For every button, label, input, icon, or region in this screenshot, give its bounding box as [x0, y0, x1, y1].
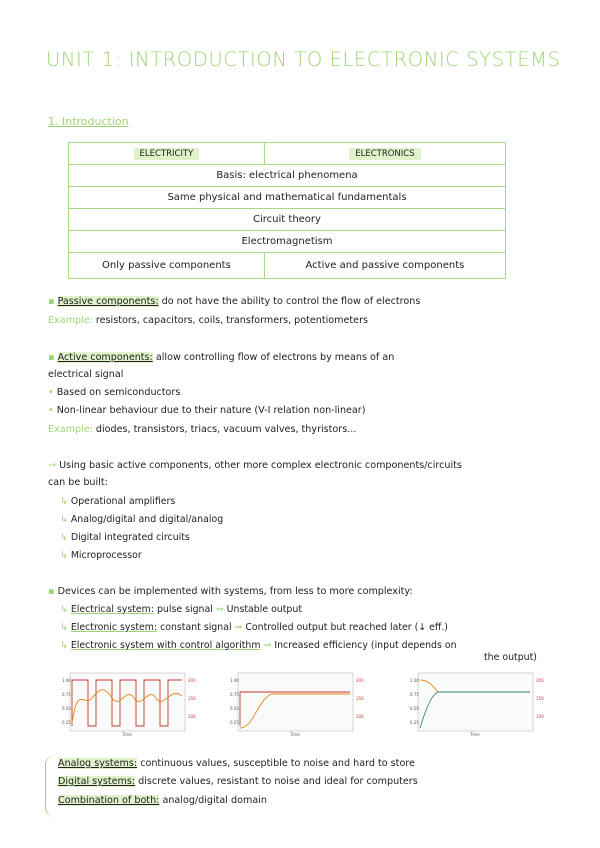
- summary-term: Digital systems:: [58, 776, 136, 787]
- x-label: Time: [290, 732, 300, 737]
- y2-tick: 100: [188, 714, 196, 719]
- implies-icon: ⇒: [234, 622, 243, 633]
- y-tick: 0.25: [230, 720, 239, 725]
- bullet-icon: ▪: [48, 586, 58, 597]
- list-item-text: Microprocessor: [70, 550, 142, 561]
- bullet-icon: ▪: [48, 296, 58, 307]
- y-tick: 0.75: [230, 692, 239, 697]
- arrow-icon: ↳: [60, 640, 71, 651]
- systems-intro-text: Devices can be implemented with systems, from less to more complexity:: [57, 586, 413, 597]
- table-row: [69, 165, 506, 187]
- arrow-icon: ↳: [60, 514, 71, 525]
- y2-tick: 150: [536, 696, 544, 701]
- example-label: Example:: [48, 315, 93, 326]
- list-item: [60, 532, 190, 543]
- y-tick: 0.25: [410, 720, 419, 725]
- summary-text: analog/digital domain: [162, 795, 267, 806]
- y-tick: 0.75: [62, 692, 71, 697]
- arrow-icon: ↳: [60, 496, 71, 507]
- table-row: [69, 253, 506, 279]
- header-label: ELECTRICITY: [134, 148, 200, 160]
- dot-icon: •: [48, 405, 57, 416]
- dot-icon: •: [48, 387, 57, 398]
- list-item: [60, 550, 142, 561]
- active-text: allow controlling flow of electrons by means of an: [155, 352, 395, 363]
- arrow-icon: ↳: [60, 532, 71, 543]
- system-item-1: [60, 604, 302, 615]
- active-bullet-2: [48, 405, 366, 416]
- arrow-icon: ↳: [60, 622, 71, 633]
- table-row: [69, 231, 506, 253]
- table-cell: Electromagnetism: [69, 231, 506, 253]
- y2-tick: 150: [188, 696, 196, 701]
- page-title: UNIT 1: INTRODUCTION TO ELECTRONIC SYSTEMS: [46, 48, 561, 71]
- y2-tick: 100: [356, 714, 364, 719]
- summary-text: discrete values, resistant to noise and ideal for computers: [138, 776, 418, 787]
- chart-step: [228, 668, 368, 738]
- implies-icon: ⇒: [215, 604, 224, 615]
- bullet-icon: ▪: [48, 352, 58, 363]
- x-label: Time: [122, 732, 132, 737]
- example-label: Example:: [48, 424, 93, 435]
- system-term: Electronic system:: [70, 622, 158, 633]
- bullet-text: Based on semiconductors: [56, 387, 181, 398]
- arrow-icon: ↳: [60, 550, 71, 561]
- system-output-cont: the output): [484, 652, 537, 663]
- y2-tick: 100: [536, 714, 544, 719]
- list-item-text: Digital integrated circuits: [70, 532, 190, 543]
- list-item-text: Analog/digital and digital/analog: [70, 514, 224, 525]
- list-item-text: Operational amplifiers: [70, 496, 176, 507]
- x-label: Time: [470, 732, 480, 737]
- y2-tick: 150: [356, 696, 364, 701]
- y-tick: 1.00: [230, 678, 239, 683]
- y-tick: 1.00: [410, 678, 419, 683]
- arrow-icon: →: [48, 460, 60, 471]
- complex-text: Using basic active components, other more complex electronic components/circuits: [59, 460, 462, 471]
- y-tick: 0.25: [62, 720, 71, 725]
- system-text: constant signal: [160, 622, 232, 633]
- y2-tick: 200: [356, 678, 364, 683]
- summary-term: Combination of both:: [58, 795, 160, 806]
- passive-text: do not have the ability to control the flow of electrons: [161, 296, 421, 307]
- system-item-2: [60, 622, 448, 633]
- table-cell: Basis: electrical phenomena: [69, 165, 506, 187]
- passive-term: Passive components:: [57, 296, 159, 307]
- list-item: [60, 496, 175, 507]
- systems-intro: [48, 586, 413, 597]
- y-tick: 1.00: [62, 678, 71, 683]
- system-output: Controlled output but reached later (↓ eff.): [245, 622, 448, 633]
- y-tick: 0.50: [230, 706, 239, 711]
- active-line: [48, 352, 394, 363]
- y2-tick: 200: [536, 678, 544, 683]
- table-cell: Only passive components: [69, 253, 265, 279]
- table-cell: Active and passive components: [264, 253, 505, 279]
- system-term: Electronic system with control algorithm: [70, 640, 261, 651]
- y2-tick: 200: [188, 678, 196, 683]
- active-text-2: electrical signal: [48, 369, 124, 380]
- chart-controlled: [408, 668, 548, 738]
- y-tick: 0.50: [410, 706, 419, 711]
- header-label: ELECTRONICS: [349, 148, 420, 160]
- arrow-icon: ↳: [60, 604, 71, 615]
- summary-combination: [58, 795, 267, 806]
- active-bullet-1: [48, 387, 180, 398]
- passive-example: [48, 315, 368, 326]
- system-output: Unstable output: [226, 604, 302, 615]
- y-tick: 0.50: [62, 706, 71, 711]
- complex-line-1: [48, 460, 462, 471]
- brace-decoration: [45, 755, 56, 817]
- active-example: [48, 424, 356, 435]
- table-header-electronics: [264, 143, 505, 165]
- table-cell: Same physical and mathematical fundamentals: [69, 187, 506, 209]
- chart-pulse: [60, 668, 200, 738]
- system-term: Electrical system:: [70, 604, 154, 615]
- list-item: [60, 514, 223, 525]
- section-heading: 1. Introduction: [48, 115, 129, 128]
- system-item-3: [60, 640, 457, 651]
- comparison-table: [68, 142, 506, 279]
- summary-digital: [58, 776, 418, 787]
- summary-term: Analog systems:: [58, 758, 138, 769]
- table-cell: Circuit theory: [69, 209, 506, 231]
- example-text: diodes, transistors, triacs, vacuum valves, thyristors...: [95, 424, 357, 435]
- summary-analog: [58, 758, 415, 769]
- system-output: Increased efficiency (input depends on: [274, 640, 457, 651]
- example-text: resistors, capacitors, coils, transformers, potentiometers: [95, 315, 369, 326]
- table-header-row: [69, 143, 506, 165]
- table-header-electricity: [69, 143, 265, 165]
- table-row: [69, 187, 506, 209]
- passive-line: [48, 296, 420, 307]
- system-text: pulse signal: [156, 604, 213, 615]
- implies-icon: ⇒: [263, 640, 272, 651]
- active-term: Active components:: [57, 352, 153, 363]
- table-row: [69, 209, 506, 231]
- complex-line-2: can be built:: [48, 477, 108, 488]
- bullet-text: Non-linear behaviour due to their nature (V-I relation non-linear): [56, 405, 366, 416]
- summary-text: continuous values, susceptible to noise and hard to store: [140, 758, 415, 769]
- y-tick: 0.75: [410, 692, 419, 697]
